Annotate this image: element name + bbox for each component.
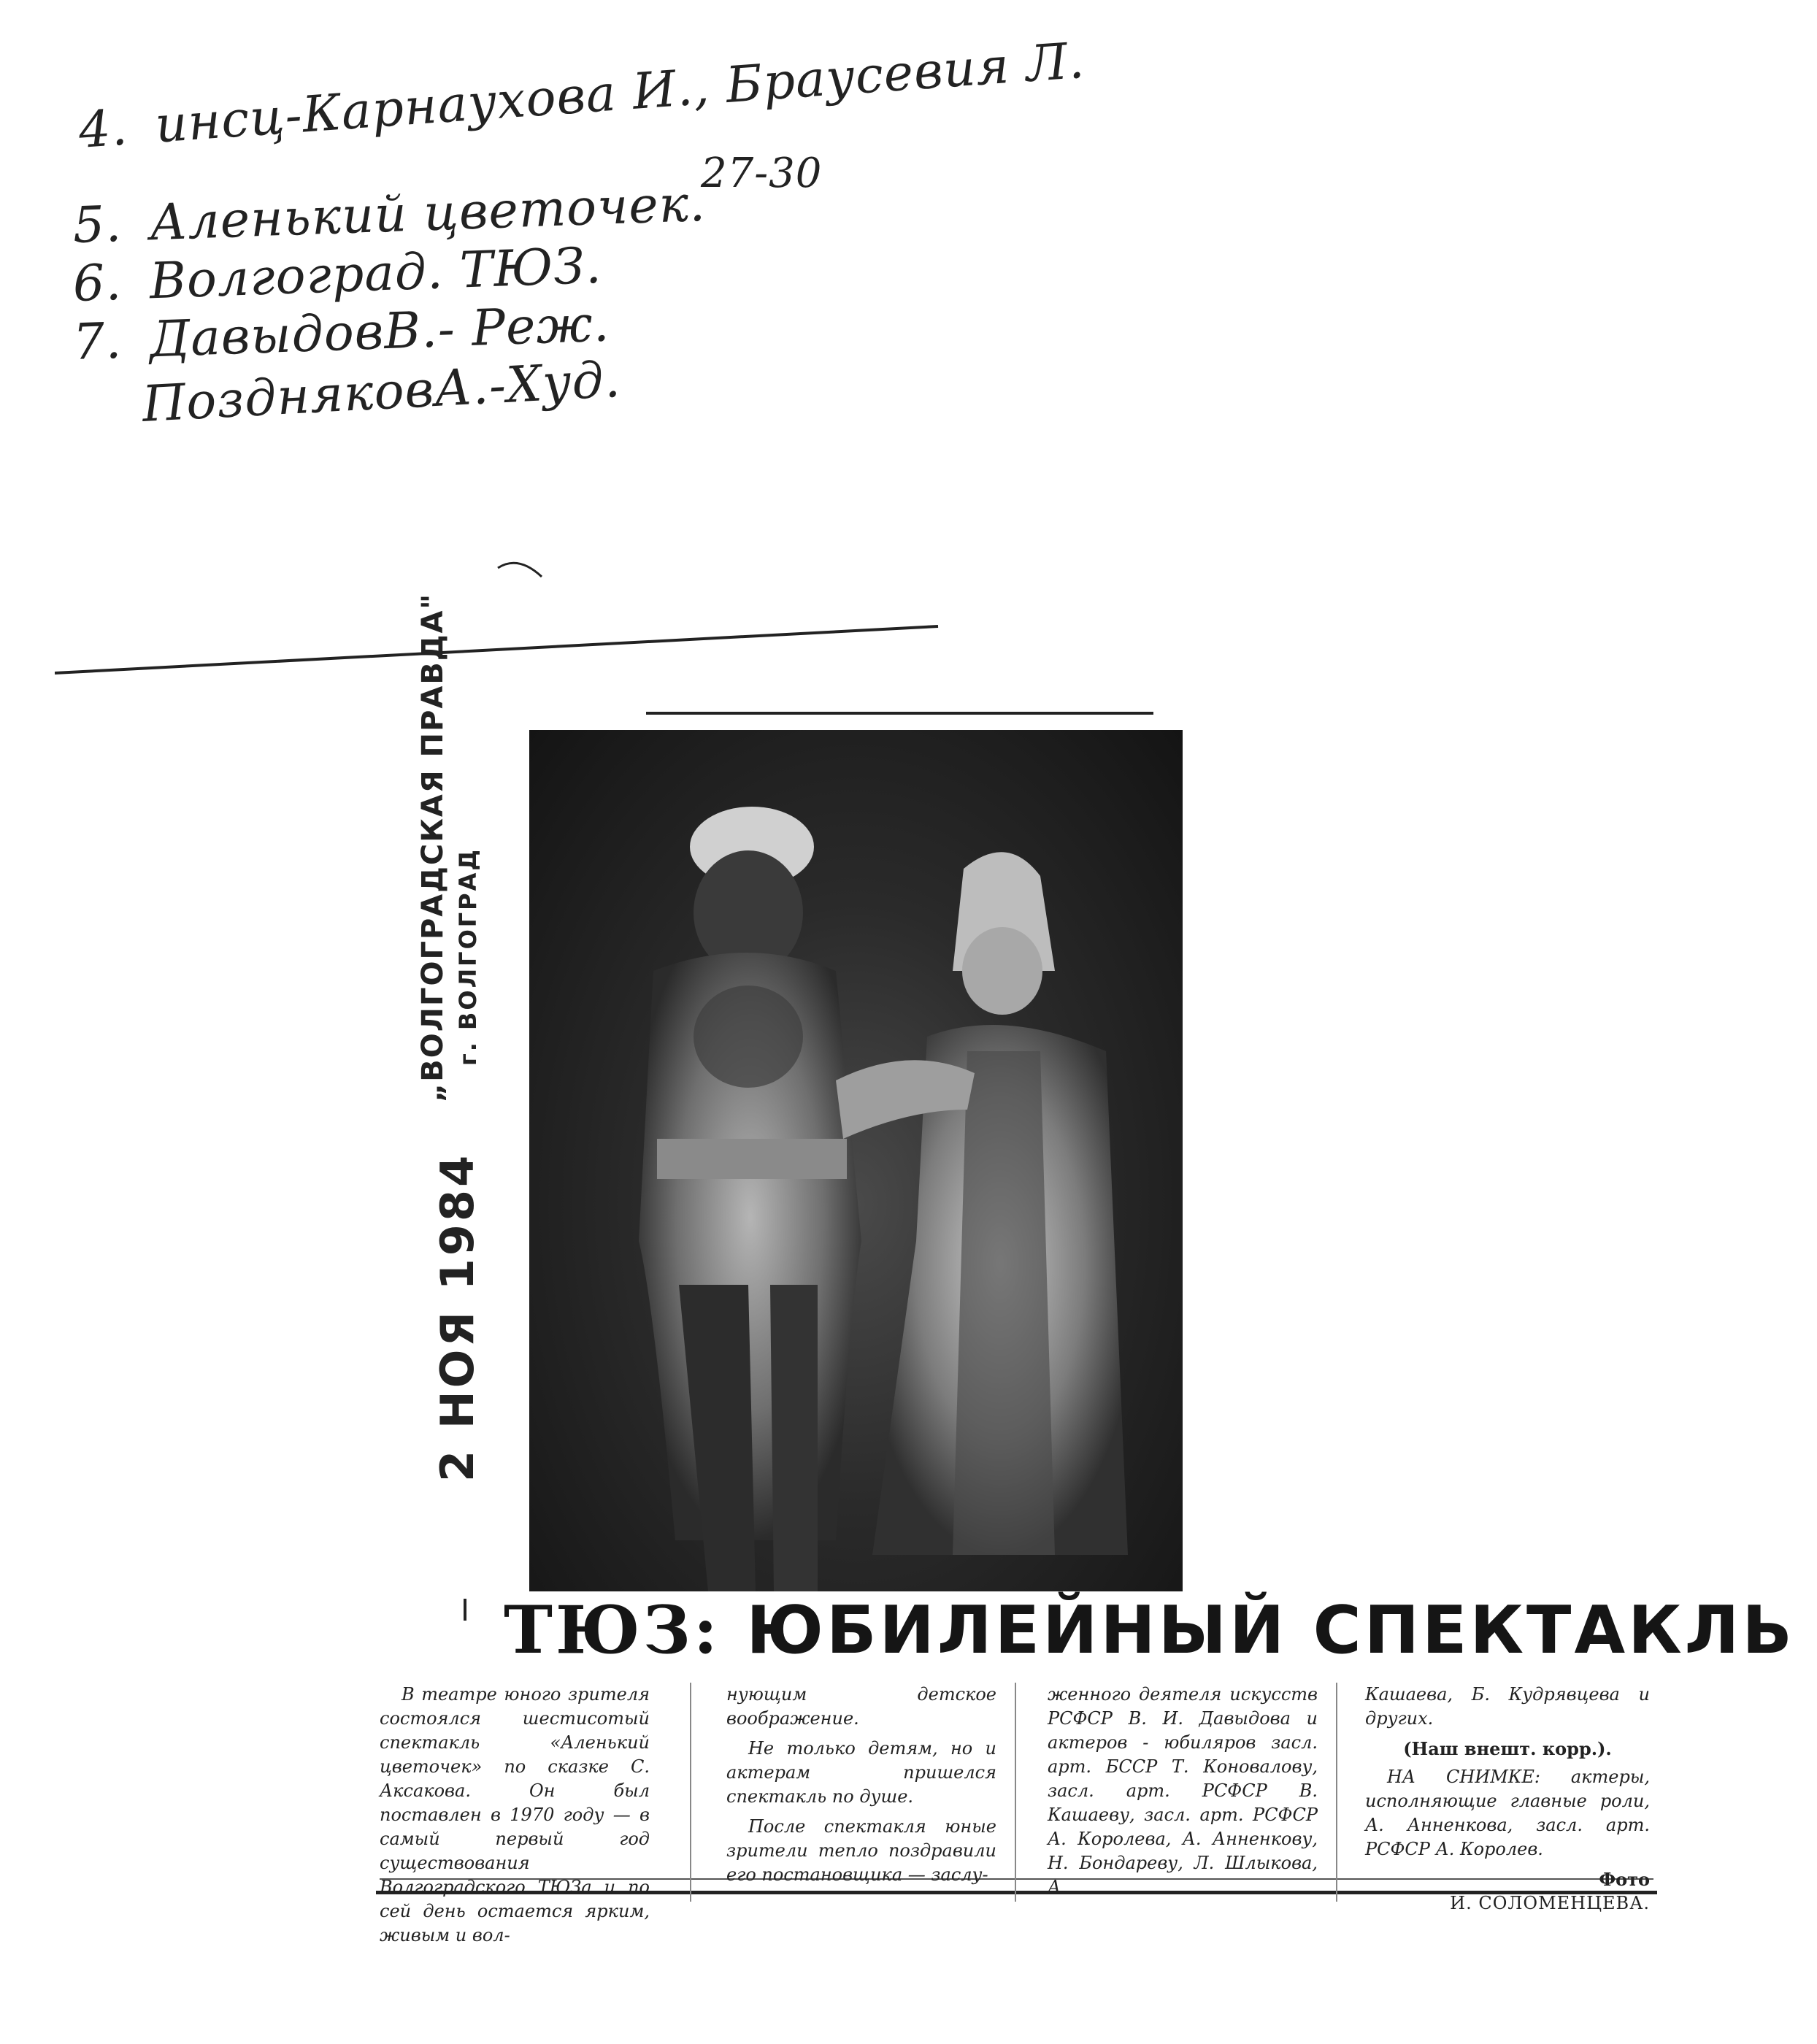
newspaper-city: г. ВОЛГОГРАД	[454, 848, 482, 1066]
article-paragraph: После спектакля юные зрители тепло поздравили его постановщика — заслу-	[726, 1816, 996, 1885]
note-number: 6.	[72, 253, 123, 313]
headline-part-1: ТЮЗ:	[504, 1591, 721, 1669]
note-number: 5.	[72, 195, 123, 255]
newspaper-clipping	[372, 592, 1796, 1945]
note-text: Волгоград. ТЮЗ.	[148, 237, 603, 311]
article-column-2	[726, 1683, 996, 1893]
photographer-name: И. СОЛОМЕНЦЕВА.	[1450, 1893, 1650, 1913]
article-paragraph: Не только детям, но и актерам пришелся спектакль по душе.	[726, 1738, 996, 1807]
actor-figure	[529, 730, 1183, 1591]
column-divider	[1336, 1683, 1337, 1902]
newspaper-stamp	[416, 592, 511, 1482]
note-number: 7.	[72, 312, 123, 372]
note-text: инсц-Карнаухова И., Браусевия Л.	[153, 31, 1087, 155]
headline-part-2: ЮБИЛЕЙНЫЙ СПЕКТАКЛЬ	[746, 1592, 1796, 1669]
note-text: ДавыдовВ.- Реж.	[148, 295, 611, 369]
note-number: 4.	[77, 99, 130, 160]
photo-caption: НА СНИМКЕ: актеры, исполняющие главные роли, А. Анненкова, засл. арт. РСФСР А. Королев.	[1365, 1767, 1650, 1859]
article-column-4	[1365, 1683, 1650, 1916]
newspaper-name: „ВОЛГОГРАДСКАЯ ПРАВДА"	[416, 592, 450, 1102]
column-divider	[690, 1683, 691, 1902]
handwritten-page-range: 27-30	[701, 150, 823, 197]
article-paragraph: В театре юного зрителя состоялся шестисотый спектакль «Аленький цветочек» по сказке С. Аксакова. Он был поставлен в 1970 году — в самый первый год существования Волгоградского ТЮЗа и по сей день остается ярким, живым и вол-	[380, 1684, 650, 1945]
photo-label: Фото	[1599, 1869, 1650, 1890]
correspondent-credit: (Наш внешт. корр.).	[1403, 1738, 1612, 1759]
article-paragraph: нующим детское воображение.	[726, 1684, 996, 1729]
handwritten-note-line-1	[77, 32, 1086, 160]
article-paragraph: Кашаева, Б. Кудрявцева и других.	[1365, 1684, 1650, 1729]
note-text: Аленький цветочек.	[148, 174, 707, 253]
handwritten-note-line-5: ПоздняковА.-Худ.	[140, 350, 623, 434]
article-column-3	[1048, 1683, 1318, 1905]
scan-mark	[496, 555, 548, 584]
handwritten-note-line-2	[72, 175, 707, 255]
stamp-date: 2 НОЯ 1984	[431, 1152, 484, 1482]
article-paragraph: женного деятеля искусств РСФСР В. И. Давыдова и актеров - юбиляров засл. арт. БССР Т. Коновалову, засл. арт. РСФСР В. Кашаеву, засл. арт. РСФСР А. Королева, А. Анненкову, Н. Бондареву, Л. Шлыкова, А.	[1048, 1684, 1318, 1897]
column-divider	[1015, 1683, 1016, 1902]
article-column-1	[380, 1683, 650, 1953]
clipping-divider-line	[55, 620, 945, 679]
performance-photo	[529, 730, 1183, 1591]
article-headline	[504, 1591, 1796, 1669]
